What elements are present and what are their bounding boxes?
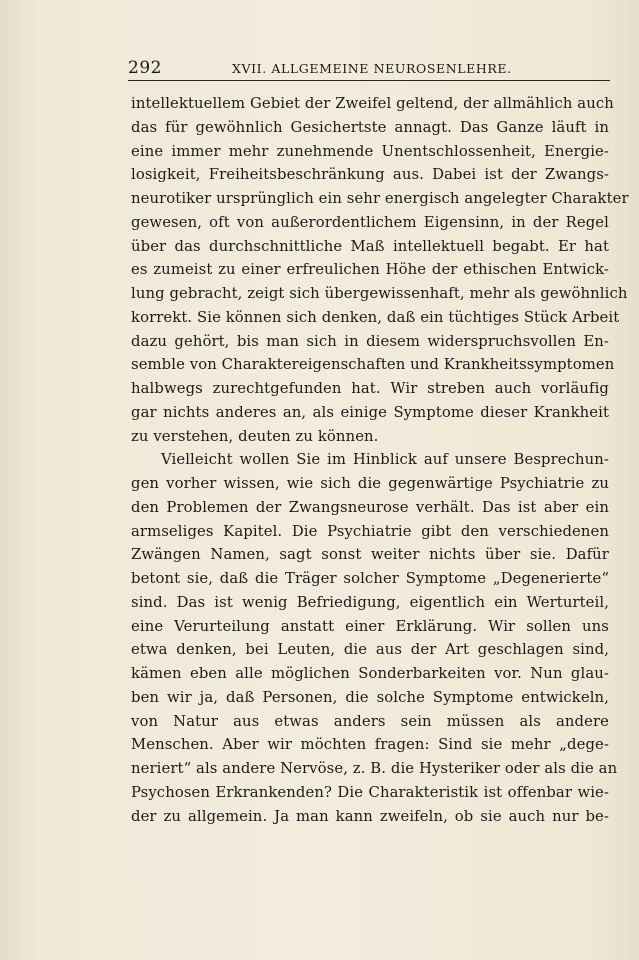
text-line: eine immer mehr zunehmende Unentschlossenheit, Energie- xyxy=(131,142,609,160)
text-line: semble von Charaktereigenschaften und Krankheitssymptomen xyxy=(131,356,615,374)
text-line: dazu gehört, bis man sich in diesem widerspruchsvollen En- xyxy=(131,332,609,350)
text-line: lung gebracht, zeigt sich übergewissenhaft, mehr als gewöhnlich xyxy=(131,285,628,302)
text-line: kämen eben alle möglichen Sonderbarkeiten vor. Nun glau- xyxy=(131,665,609,682)
text-line: ben wir ja, daß Personen, die solche Symptome entwickeln, xyxy=(131,688,609,706)
text-line: eine Verurteilung anstatt einer Erklärung. Wir sollen uns xyxy=(131,617,609,635)
header-rule xyxy=(128,80,610,81)
text-line: etwa denken, bei Leuten, die aus der Art geschlagen sind, xyxy=(131,641,609,659)
text-line-paragraph-start: Vielleicht wollen Sie im Hinblick auf unsere Besprechun- xyxy=(161,451,609,469)
text-line: Psychosen Erkrankenden? Die Charakteristik ist offenbar wie- xyxy=(131,783,609,801)
running-head: XVII. ALLGEMEINE NEUROSENLEHRE. xyxy=(232,61,512,76)
text-line: der zu allgemein. Ja man kann zweifeln, ob sie auch nur be- xyxy=(131,807,609,825)
page-header xyxy=(128,58,610,80)
text-line: halbwegs zurechtgefunden hat. Wir streben auch vorläufig xyxy=(131,380,609,397)
page-number: 292 xyxy=(128,58,162,78)
text-line: losigkeit, Freiheitsbeschränkung aus. Dabei ist der Zwangs- xyxy=(131,166,609,184)
text-line: betont sie, daß die Träger solcher Symptome „Degenerierte“ xyxy=(131,570,609,587)
text-line: über das durchschnittliche Maß intellektuell begabt. Er hat xyxy=(131,237,609,255)
text-line: von Natur aus etwas anders sein müssen als andere xyxy=(131,712,609,730)
body-text xyxy=(131,92,629,828)
text-line: Zwängen Namen, sagt sonst weiter nichts über sie. Dafür xyxy=(131,546,609,564)
text-line: Menschen. Aber wir möchten fragen: Sind sie mehr „dege- xyxy=(131,736,609,754)
text-line: neriert“ als andere Nervöse, z. B. die Hysteriker oder als die an xyxy=(131,760,618,777)
text-line: den Problemen der Zwangsneurose verhält. Das ist aber ein xyxy=(131,498,609,516)
text-line: sind. Das ist wenig Befriedigung, eigentlich ein Werturteil, xyxy=(131,593,609,611)
text-line: armseliges Kapitel. Die Psychiatrie gibt den verschiedenen xyxy=(131,522,609,540)
text-line-paragraph-end: zu verstehen, deuten zu können. xyxy=(131,427,379,445)
text-line: es zumeist zu einer erfreulichen Höhe der ethischen Entwick- xyxy=(131,261,609,279)
text-line: gen vorher wissen, wie sich die gegenwärtige Psychiatrie zu xyxy=(131,475,609,492)
text-line: das für gewöhnlich Gesichertste annagt. Das Ganze läuft in xyxy=(131,118,609,136)
text-line: gewesen, oft von außerordentlichem Eigensinn, in der Regel xyxy=(131,213,609,231)
text-line: intellektuellem Gebiet der Zweifel geltend, der allmählich auch xyxy=(131,95,614,112)
text-line: korrekt. Sie können sich denken, daß ein tüchtiges Stück Arbeit xyxy=(131,308,620,326)
text-line: neurotiker ursprünglich ein sehr energisch angelegter Charakter xyxy=(131,190,629,207)
text-line: gar nichts anderes an, als einige Symptome dieser Krankheit xyxy=(131,403,609,421)
